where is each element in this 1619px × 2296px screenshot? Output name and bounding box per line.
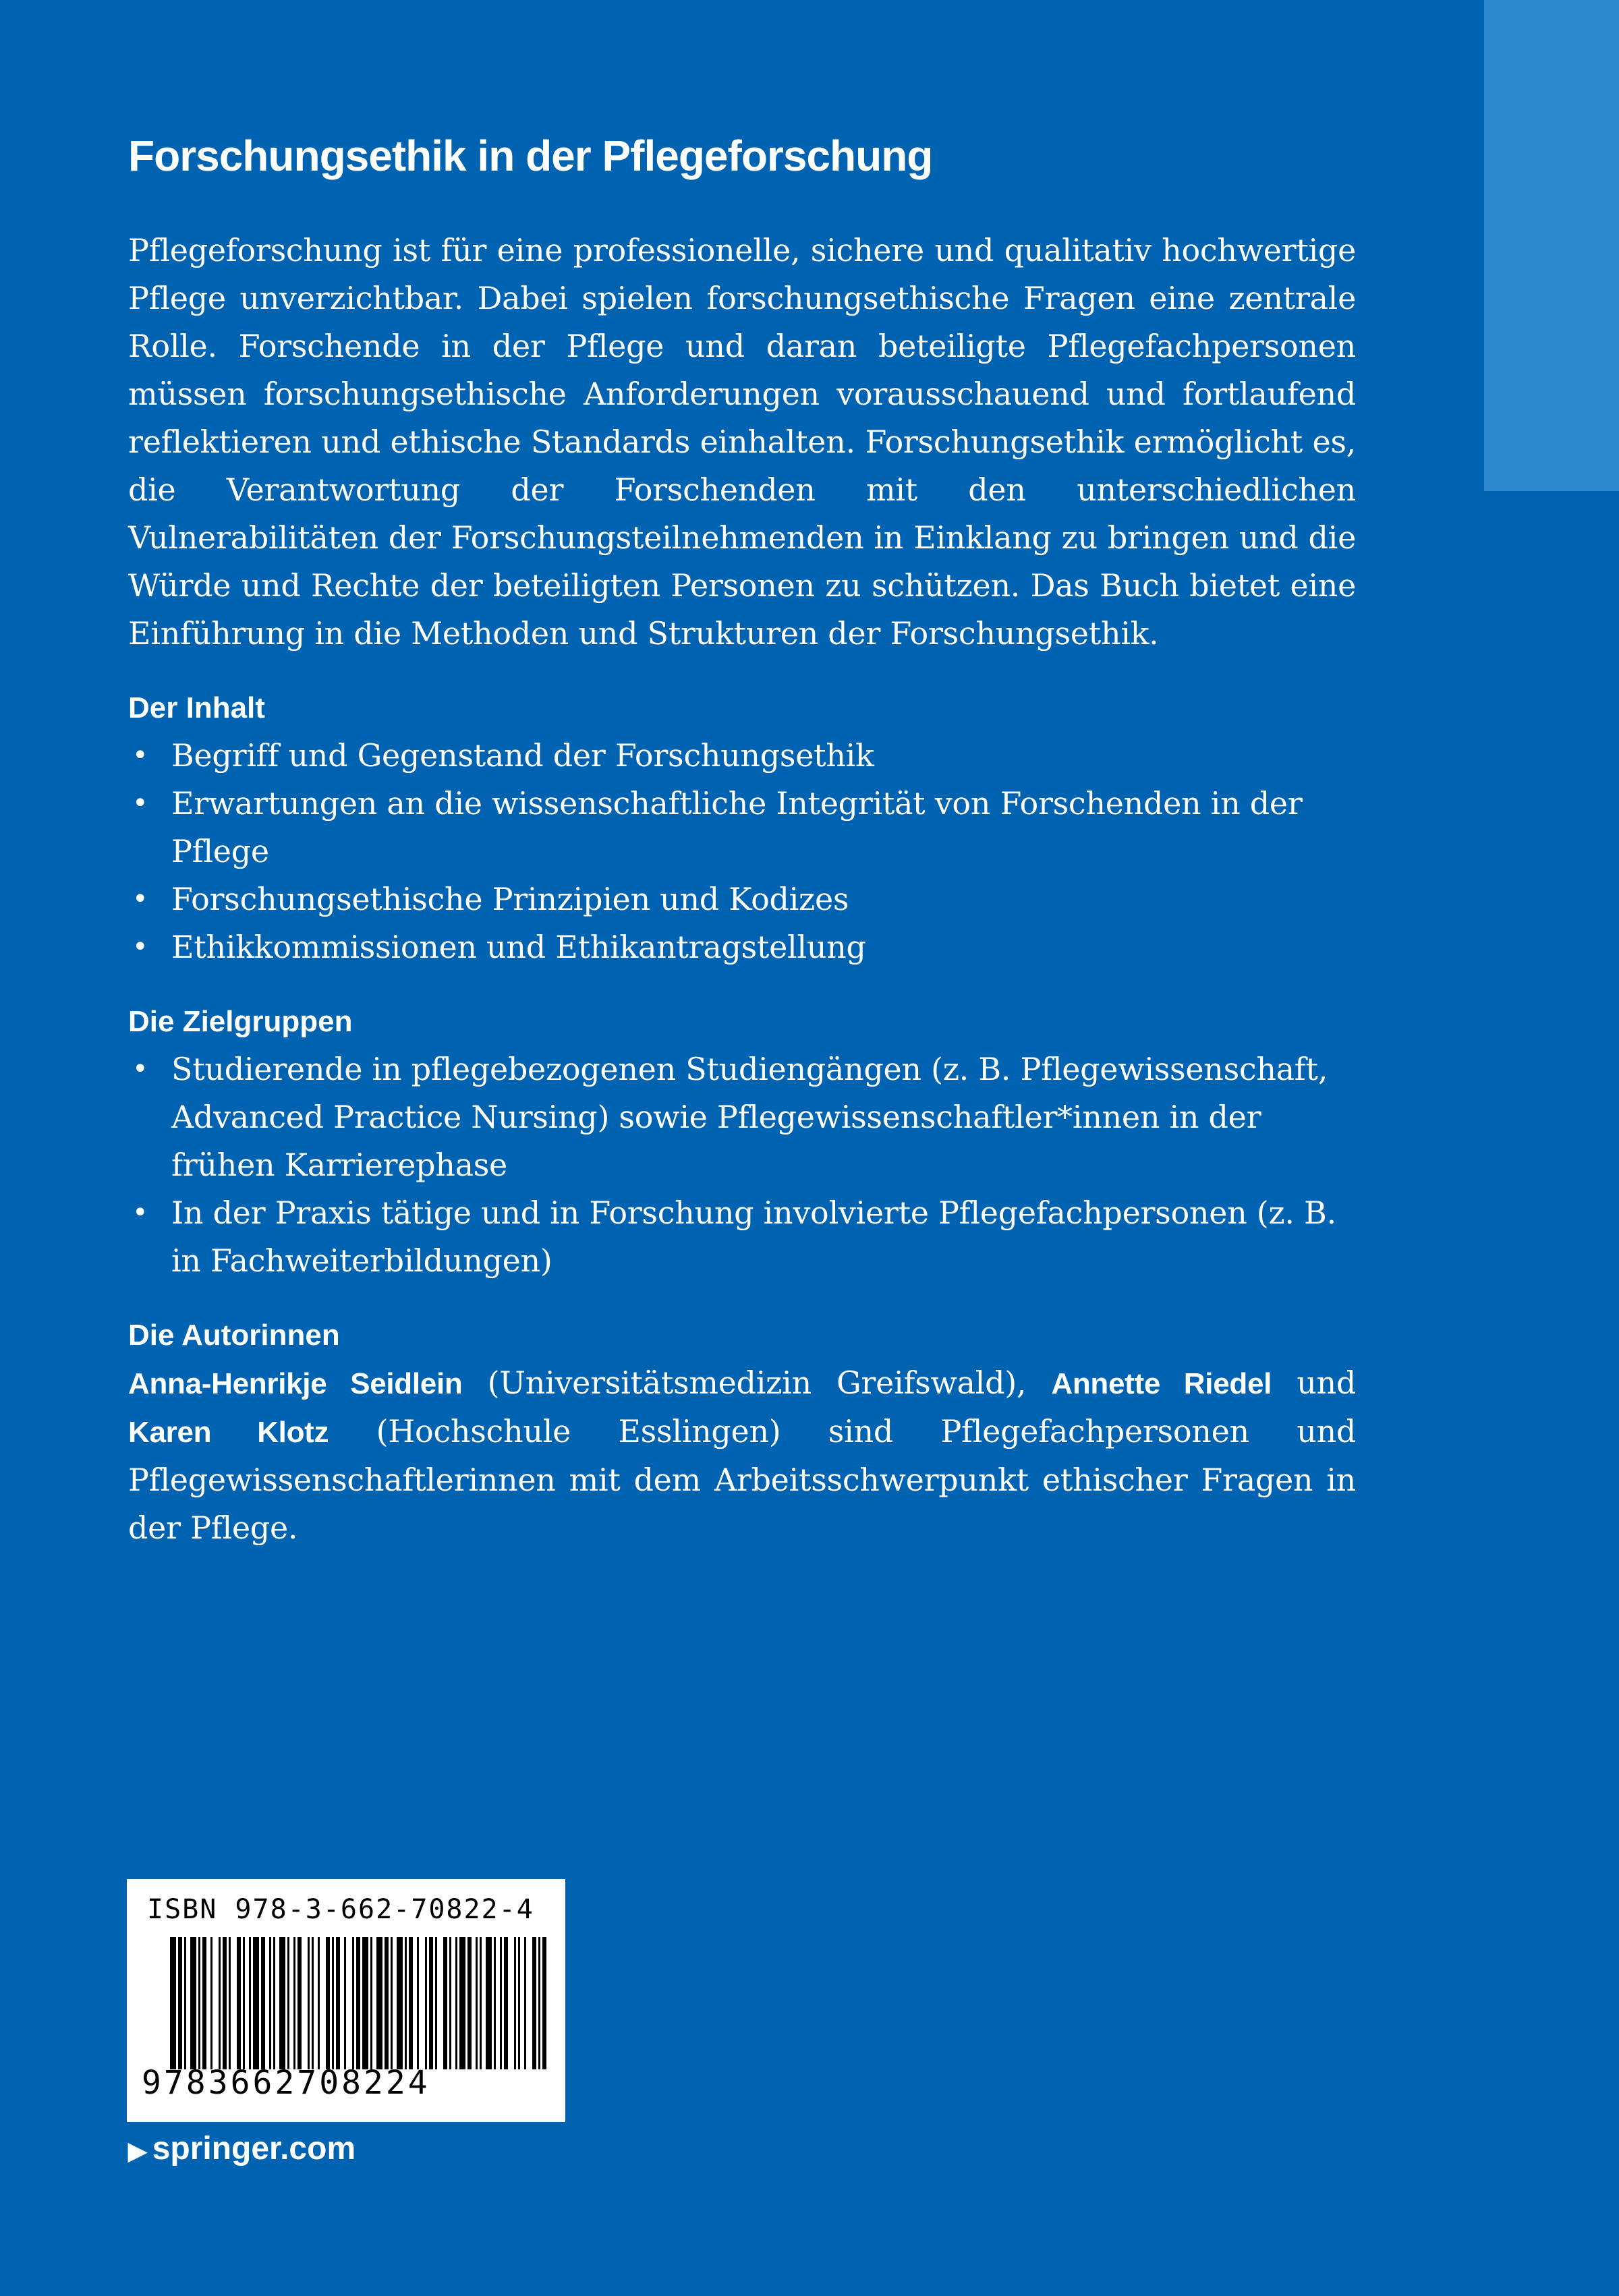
barcode-bar (326, 1937, 330, 2069)
inhalt-list (128, 732, 1356, 971)
barcode-bar (279, 1937, 285, 2069)
intro-paragraph: Pflegeforschung ist für eine professionelle, sichere und qualitativ hochwertige Pflege unverzichtbar. Dabei spielen forschungsethische Fragen eine zentrale Rolle. Forschende in der Pflege und daran beteiligte Pflegefachpersonen müssen forschungsethische Anforderungen vorausschauend und fortlaufend reflektieren und ethische Standards einhalten. Forschungsethik ermöglicht es, die Verantwortung der Forschenden mit den unterschiedlichen Vulnerabilitäten der Forschungsteilnehmenden in Einklang zu bringen und die Würde und Rechte der beteiligten Personen zu schützen. Das Buch bietet eine Einführung in die Methoden und Strukturen der Forschungsethik. (128, 232, 1356, 652)
zielgruppen-list (128, 1045, 1356, 1285)
website-link[interactable]: ▶ springer.com (128, 2131, 356, 2166)
barcode-bar (532, 1937, 536, 2069)
isbn-label: ISBN 978-3-662-70822-4 (147, 1894, 534, 1925)
barcode-bar (449, 1937, 451, 2069)
barcode-bar (480, 1937, 482, 2069)
bullet-icon: • (132, 1197, 148, 1228)
barcode-bar (356, 1937, 360, 2069)
section-heading-zielgruppen: Die Zielgruppen (128, 1005, 353, 1038)
barcode-bar (455, 1937, 457, 2069)
barcode-bar (318, 1937, 320, 2069)
barcode-bar (308, 1937, 310, 2069)
barcode-bar (219, 1937, 221, 2069)
barcode-bar (391, 1937, 393, 2069)
barcode-bar (405, 1937, 407, 2069)
barcode-bar (178, 1937, 182, 2069)
isbn-barcode (127, 1879, 565, 2122)
barcode-bar (362, 1937, 368, 2069)
section-heading-autorinnen: Die Autorinnen (128, 1319, 340, 1352)
barcode-bar (518, 1937, 520, 2069)
section-autorinnen (128, 1312, 1356, 1552)
bullet-icon: • (132, 740, 148, 771)
book-title: Forschungsethik in der Pflegeforschung (128, 132, 933, 180)
section-inhalt (128, 685, 1356, 971)
barcode-bar (435, 1937, 437, 2069)
barcode-bar (269, 1937, 271, 2069)
barcode-bar (253, 1937, 259, 2069)
barcode-bar (229, 1937, 231, 2069)
author-name: Anna-Henrikje Seidlein (128, 1367, 463, 1400)
barcode-bar (190, 1937, 196, 2069)
barcode-bar (376, 1937, 382, 2069)
barcode-bar (542, 1937, 546, 2069)
barcode-bar (237, 1937, 241, 2069)
author-name: Annette Riedel (1051, 1367, 1272, 1400)
barcode-bar (538, 1937, 540, 2069)
list-item: • Ethikkommissionen und Ethikantragstellung (128, 923, 1356, 971)
barcode-bar (261, 1937, 265, 2069)
section-heading-inhalt: Der Inhalt (128, 691, 265, 724)
barcode-digits: 9783662708224 (142, 2064, 430, 2102)
authors-paragraph: Anna-Henrikje Seidlein (Universitätsmedizin Greifswald), Annette Riedel und Karen Klotz (Hochschule Esslingen) sind Pflegefachpersonen und Pflegewissenschaftlerinnen mit dem Arbeitsschwerpunkt ethischer Fragen in der Pflege. (128, 1365, 1357, 1546)
barcode-bar (514, 1937, 516, 2069)
barcode-bar (184, 1937, 186, 2069)
list-item: • In der Praxis tätige und in Forschung involvierte Pflegefachpersonen (z. B. in Fachweiterbildungen) (128, 1189, 1356, 1285)
list-item: • Erwartungen an die wissenschaftliche Integrität von Forschenden in der Pflege (128, 780, 1356, 876)
barcode-bar (429, 1937, 433, 2069)
barcode-bar (500, 1937, 502, 2069)
side-color-tab (1484, 0, 1619, 491)
barcode-bars (170, 1937, 548, 2069)
back-cover-content (128, 125, 1356, 1552)
barcode-bar (332, 1937, 334, 2069)
list-item: • Forschungsethische Prinzipien und Kodizes (128, 876, 1356, 923)
bullet-icon: • (132, 884, 148, 915)
barcode-bar (524, 1937, 526, 2069)
list-item: • Begriff und Gegenstand der Forschungsethik (128, 732, 1356, 780)
barcode-bar (312, 1937, 314, 2069)
barcode-bar (202, 1937, 206, 2069)
barcode-bar (336, 1937, 340, 2069)
section-zielgruppen (128, 998, 1356, 1285)
barcode-bar (287, 1937, 289, 2069)
barcode-bar (297, 1937, 302, 2069)
barcode-bar (476, 1937, 478, 2069)
bullet-icon: • (132, 1054, 148, 1085)
bullet-icon: • (132, 931, 148, 963)
barcode-bar (385, 1937, 389, 2069)
arrow-right-icon: ▶ (128, 2137, 147, 2164)
author-name: Karen Klotz (128, 1416, 329, 1449)
barcode-bar (494, 1937, 496, 2069)
barcode-bar (370, 1937, 372, 2069)
barcode-bar (504, 1937, 508, 2069)
barcode-bar (243, 1937, 245, 2069)
barcode-bar (486, 1937, 492, 2069)
barcode-bar (397, 1937, 403, 2069)
barcode-bar (443, 1937, 447, 2069)
barcode-bar (459, 1937, 465, 2069)
barcode-bar (352, 1937, 354, 2069)
barcode-bar (198, 1937, 200, 2069)
barcode-bar (425, 1937, 427, 2069)
barcode-bar (344, 1937, 346, 2069)
barcode-bar (223, 1937, 227, 2069)
barcode-bar (409, 1937, 413, 2069)
barcode-bar (467, 1937, 472, 2069)
barcode-bar (170, 1937, 176, 2069)
barcode-bar (249, 1937, 251, 2069)
list-item: • Studierende in pflegebezogenen Studiengängen (z. B. Pflegewissenschaft, Advanced Practice Nursing) sowie Pflegewissenschaftler*innen in der frühen Karrierephase (128, 1045, 1356, 1189)
barcode-bar (417, 1937, 419, 2069)
barcode-bar (293, 1937, 295, 2069)
bullet-icon: • (132, 788, 148, 819)
barcode-bar (273, 1937, 275, 2069)
barcode-bar (210, 1937, 212, 2069)
